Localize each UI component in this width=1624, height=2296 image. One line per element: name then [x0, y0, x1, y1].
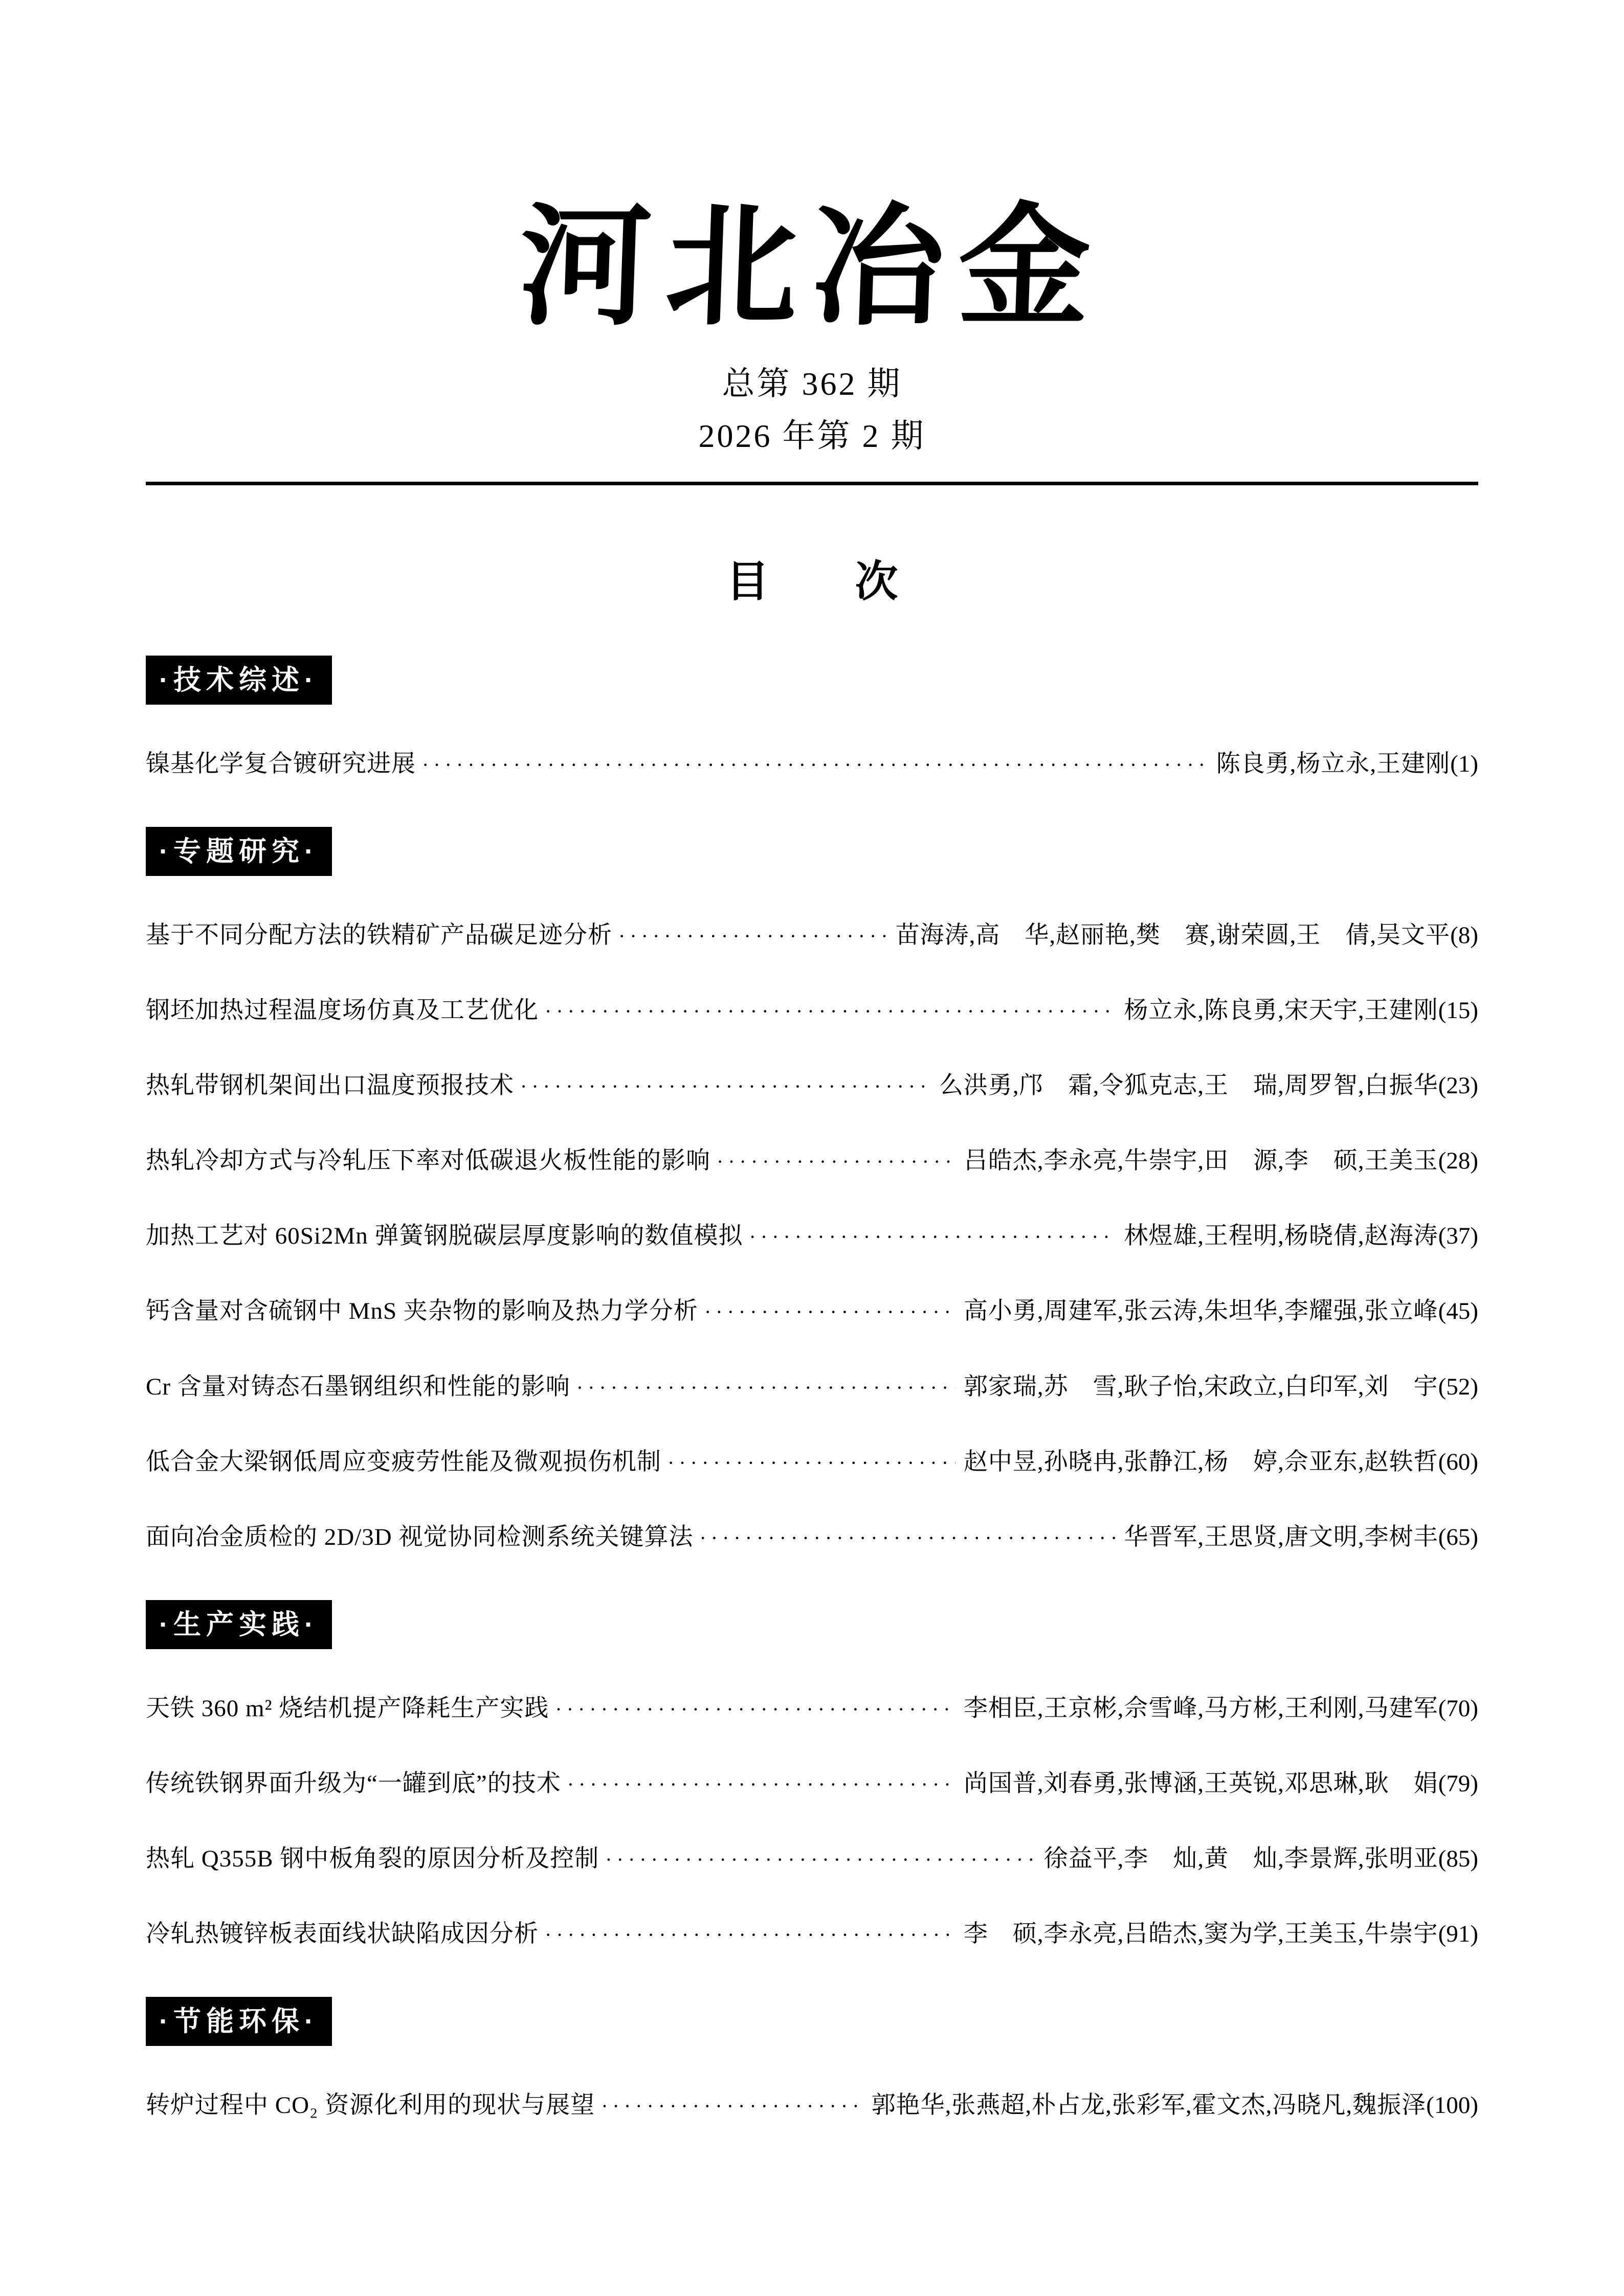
entry-page: (37)	[1438, 1223, 1478, 1250]
entry-authors: 郭艳华,张燕超,朴占龙,张彩军,霍文杰,冯晓凡,魏振泽	[871, 2092, 1427, 2119]
dot-leader	[576, 1371, 955, 1403]
toc-entry	[146, 1693, 1478, 1724]
entry-title: 钢坯加热过程温度场仿真及工艺优化	[146, 997, 539, 1024]
entry-page: (60)	[1438, 1448, 1478, 1475]
entry-page: (79)	[1438, 1770, 1478, 1797]
dot-leader	[601, 2090, 863, 2121]
entry-authors: 赵中昱,孙晓冉,张静江,杨 婷,佘亚东,赵轶哲	[963, 1448, 1438, 1475]
section-jienenghuanbao	[146, 1997, 1478, 2121]
section-zhuantiyanjiu	[146, 827, 1478, 1553]
dot-leader	[704, 1296, 955, 1327]
section-badge: ·专题研究·	[146, 827, 332, 876]
entry-authors: 吕皓杰,李永亮,牛崇宇,田 源,李 硕,王美玉	[963, 1147, 1438, 1175]
issue-total-label: 总第 362 期	[722, 365, 902, 402]
entry-page: (85)	[1438, 1845, 1478, 1873]
entry-title: 热轧冷却方式与冷轧压下率对低碳退火板性能的影响	[146, 1147, 710, 1175]
entry-title: 转炉过程中 CO₂ 资源化利用的现状与展望	[146, 2092, 595, 2119]
section-badge-wrap	[146, 827, 1478, 876]
dot-leader	[545, 1919, 955, 1950]
entry-authors: 杨立永,陈良勇,宋天宇,王建刚	[1124, 997, 1438, 1024]
entry-authors: 郭家瑞,苏 雪,耿子怡,宋政立,白印军,刘 宇	[963, 1373, 1438, 1400]
section-badge: ·技术综述·	[146, 656, 332, 705]
dot-leader	[422, 749, 1208, 780]
entry-authors: 陈良勇,杨立永,王建刚	[1216, 750, 1451, 777]
section-badge: ·生产实践·	[146, 1600, 332, 1649]
entry-title: 基于不同分配方法的铁精矿产品碳足迹分析	[146, 921, 612, 949]
entry-authors: 高小勇,周建军,张云涛,朱坦华,李耀强,张立峰	[963, 1298, 1438, 1325]
toc-heading: 目 次	[726, 558, 898, 606]
toc-entry	[146, 1296, 1478, 1327]
toc-entry	[146, 1221, 1478, 1252]
entry-page: (70)	[1438, 1695, 1478, 1722]
entry-page: (100)	[1426, 2092, 1478, 2119]
dot-leader	[545, 995, 1116, 1026]
entry-authors: 李相臣,王京彬,佘雪峰,马方彬,王利刚,马建军	[963, 1695, 1438, 1722]
entry-title: 冷轧热镀锌板表面线状缺陷成因分析	[146, 1921, 539, 1948]
journal-title-calligraphy: 河北冶金	[517, 189, 1107, 344]
section-badge-wrap	[146, 1600, 1478, 1649]
entry-page: (65)	[1438, 1523, 1478, 1550]
issue-year-label: 2026 年第 2 期	[698, 418, 926, 455]
entry-authors: 么洪勇,邝 霜,令狐克志,王 瑞,周罗智,白振华	[939, 1072, 1438, 1099]
entry-authors: 徐益平,李 灿,黄 灿,李景辉,张明亚	[1043, 1845, 1438, 1873]
entry-authors: 华晋军,王思贤,唐文明,李树丰	[1124, 1523, 1438, 1550]
entry-page: (1)	[1450, 750, 1478, 777]
dot-leader	[520, 1070, 931, 1101]
section-badge-wrap	[146, 656, 1478, 705]
entry-title: Cr 含量对铸态石墨钢组织和性能的影响	[146, 1373, 570, 1400]
section-badge-wrap	[146, 1997, 1478, 2046]
entry-title: 热轧带钢机架间出口温度预报技术	[146, 1072, 514, 1099]
section-jishuzongshu	[146, 656, 1478, 780]
section-shengchanshijian	[146, 1600, 1478, 1950]
entry-page: (45)	[1438, 1298, 1478, 1325]
toc-entry	[146, 920, 1478, 951]
entry-authors: 林煜雄,王程明,杨晓倩,赵海涛	[1124, 1223, 1438, 1250]
section-badge: ·节能环保·	[146, 1997, 332, 2046]
toc-entry	[146, 2090, 1478, 2121]
dot-leader	[567, 1768, 955, 1799]
header-divider	[146, 482, 1478, 485]
entry-authors: 李 硕,李永亮,吕皓杰,窦为学,王美玉,牛崇宇	[963, 1921, 1438, 1948]
entry-authors: 苗海涛,高 华,赵丽艳,樊 赛,谢荣圆,王 倩,吴文平	[895, 921, 1451, 949]
toc-entry	[146, 1919, 1478, 1950]
toc-entry	[146, 1070, 1478, 1101]
toc-entry	[146, 1843, 1478, 1875]
entry-title: 面向冶金质检的 2D/3D 视觉协同检测系统关键算法	[146, 1523, 694, 1550]
entry-title: 加热工艺对 60Si2Mn 弹簧钢脱碳层厚度影响的数值模拟	[146, 1223, 743, 1250]
entry-page: (28)	[1438, 1147, 1478, 1175]
entry-page: (8)	[1450, 921, 1478, 949]
toc-entry	[146, 1522, 1478, 1553]
dot-leader	[668, 1447, 955, 1478]
toc-entry	[146, 1371, 1478, 1403]
entry-authors: 尚国普,刘春勇,张博涵,王英锐,邓思琳,耿 娟	[963, 1770, 1438, 1797]
toc-entry	[146, 1768, 1478, 1799]
entry-title: 天铁 360 m² 烧结机提产降耗生产实践	[146, 1695, 549, 1722]
dot-leader	[555, 1693, 955, 1724]
entry-title: 低合金大梁钢低周应变疲劳性能及微观损伤机制	[146, 1448, 661, 1475]
toc-entry	[146, 1145, 1478, 1177]
dot-leader	[618, 920, 887, 951]
entry-page: (52)	[1438, 1373, 1478, 1400]
entry-page: (91)	[1438, 1921, 1478, 1948]
dot-leader	[605, 1843, 1035, 1875]
entry-page: (15)	[1438, 997, 1478, 1024]
toc-entry	[146, 749, 1478, 780]
dot-leader	[717, 1145, 955, 1177]
entry-title: 热轧 Q355B 钢中板角裂的原因分析及控制	[146, 1845, 599, 1873]
dot-leader	[749, 1221, 1116, 1252]
toc-entry	[146, 1447, 1478, 1478]
entry-title: 传统铁钢界面升级为“一罐到底”的技术	[146, 1770, 561, 1797]
entry-title: 镍基化学复合镀研究进展	[146, 750, 416, 777]
toc-entry	[146, 995, 1478, 1026]
dot-leader	[699, 1522, 1116, 1553]
entry-title: 钙含量对含硫钢中 MnS 夹杂物的影响及热力学分析	[146, 1298, 698, 1325]
entry-page: (23)	[1438, 1072, 1478, 1099]
